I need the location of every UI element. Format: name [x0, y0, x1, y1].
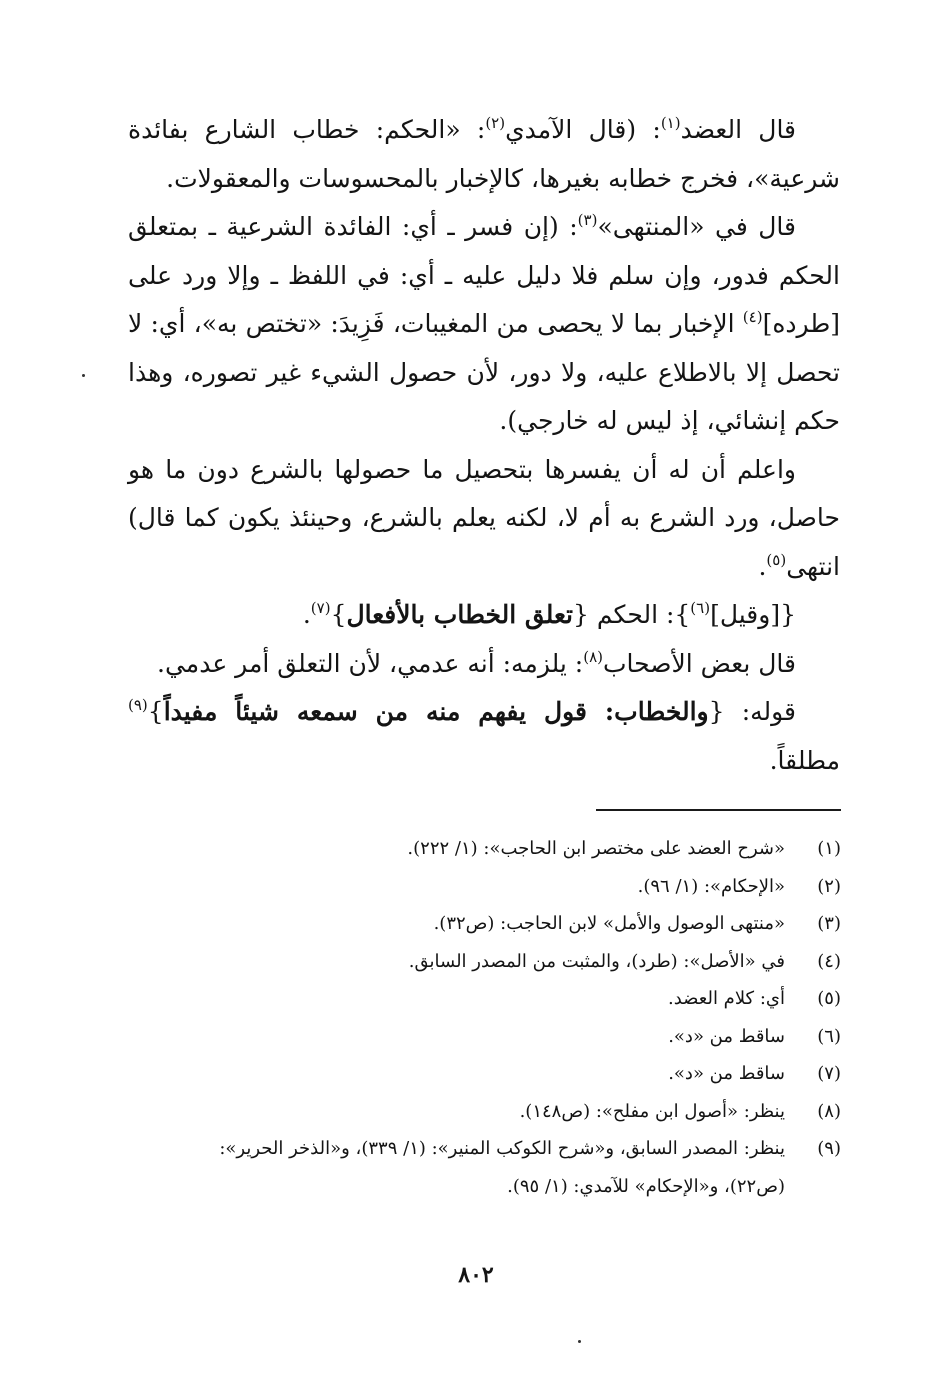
footnote-1	[126, 830, 841, 868]
text-run: .	[302, 600, 311, 629]
footnote-6	[126, 1018, 841, 1056]
footnote-text-line: ينظر: المصدر السابق، و«شرح الكوكب المنير»: (١/ ٣٣٩)، و«الذخر الحرير»:	[219, 1138, 785, 1159]
footnote-separator	[596, 809, 841, 811]
text-run: .	[758, 551, 767, 581]
footnote-ref-1: (١)	[660, 114, 681, 132]
footnote-number: (٤)	[817, 950, 841, 972]
footnote-text: في «الأصل»: (طرد)، والمثبت من المصدر السابق.	[408, 950, 785, 972]
text-run: قوله: {	[708, 697, 796, 726]
text-run: }	[147, 697, 164, 726]
footnote-3	[126, 905, 841, 943]
paragraph-3	[128, 446, 840, 592]
footnote-text: ساقط من «د».	[668, 1025, 785, 1047]
text-run: شرعية»، فخرج خطابه بغيرها، كالإخبار بالمحسوسات والمعقولات.	[166, 163, 840, 193]
text-run: : (إن فسر ـ أي: الفائدة الشرعية ـ بمتعلق الحكم فدور، وإن سلم فلا دليل عليه ـ أي: في اللفظ ـ وإلا ورد على [طرده]	[128, 212, 840, 338]
footnote-text: «شرح العضد على مختصر ابن الحاجب»: (١/ ٢٢٢).	[407, 838, 785, 859]
text-run: واعلم أن له أن يفسرها بتحصيل ما حصولها بالشرع دون ما هو حاصل، ورد الشرع به أم لا، لكنه يعلم بالشرع، وحينئذ يكون كما قال) انتهى	[128, 454, 840, 581]
footnote-number: (٢)	[817, 875, 841, 897]
text-run: قال بعض الأصحاب	[603, 648, 796, 678]
footnote-8	[126, 1093, 841, 1131]
bold-run: تعلق الخطاب بالأفعال	[346, 600, 574, 629]
text-run: : يلزمه: أنه عدمي، لأن التعلق أمر عدمي.	[157, 648, 584, 678]
footnote-text: «الإحكام»: (١/ ٩٦).	[637, 875, 785, 897]
page-number: ٨٠٢	[458, 1262, 494, 1288]
footnote-number: (٩)	[817, 1138, 841, 1159]
footnote-text	[126, 1130, 785, 1205]
footnote-4	[126, 943, 841, 981]
footnote-text: ساقط من «د».	[668, 1063, 785, 1084]
footnote-text: «منتهى الوصول والأمل» لابن الحاجب: (ص٣٢).	[433, 913, 785, 934]
footnote-number: (١)	[817, 838, 841, 859]
paragraph-4	[128, 591, 840, 640]
paragraph-5	[128, 640, 840, 689]
footnote-5	[126, 980, 841, 1018]
footnote-2	[126, 868, 841, 906]
footnote-ref-9: (٩)	[128, 696, 148, 714]
footnote-text: أي: كلام العضد.	[668, 988, 785, 1009]
footnote-text-line: (ص٢٢)، و«الإحكام» للآمدي: (١/ ٩٥).	[507, 1175, 785, 1197]
text-run: قال العضد	[680, 115, 797, 144]
footnote-ref-5: (٥)	[766, 550, 787, 569]
bold-run: والخطاب: قول يفهم منه من سمعه شيئاً مفيداً	[163, 697, 709, 726]
footnote-text: ينظر: «أصول ابن مفلح»: (ص١٤٨).	[519, 1100, 785, 1122]
footnote-7	[126, 1055, 841, 1093]
footnote-ref-6: (٦)	[690, 599, 711, 617]
footnote-number: (٨)	[817, 1100, 841, 1122]
text-run: }: الحكم {	[573, 600, 691, 629]
footnote-number: (٣)	[817, 913, 841, 934]
text-run: {[وقيل]	[710, 600, 796, 629]
footnote-number: (٥)	[817, 988, 841, 1009]
footnote-number: (٧)	[817, 1063, 841, 1084]
main-text	[128, 106, 840, 785]
scan-speck	[82, 374, 85, 377]
footnote-ref-2: (٢)	[485, 114, 506, 132]
footnote-ref-3: (٣)	[577, 211, 598, 229]
text-run: قال في «المنتهى»	[597, 212, 796, 241]
footnote-9	[126, 1130, 841, 1205]
footnote-number: (٦)	[817, 1025, 841, 1047]
text-run: : «الحكم: خطاب الشارع بفائدة	[128, 115, 486, 144]
paragraph-2	[128, 203, 840, 446]
footnote-ref-7: (٧)	[310, 599, 331, 617]
paragraph-6	[128, 688, 840, 785]
footnotes	[126, 830, 841, 1205]
text-run: }	[330, 600, 347, 629]
scan-speck	[578, 1340, 581, 1343]
text-run: : (قال الآمدي	[505, 115, 661, 144]
text-run: الإخبار بما لا يحصى من المغيبات، فَزِيدَ: «تختص به»، أي: لا تحصل إلا بالاطلاع عليه، ولا دور، لأن حصول الشيء غير تصوره، وهذا حكم إنشائي، إذ ليس له خارجي).	[128, 309, 840, 435]
footnote-ref-8: (٨)	[583, 647, 603, 666]
footnote-ref-4: (٤)	[742, 308, 763, 326]
paragraph-1	[128, 106, 840, 203]
text-run: مطلقاً.	[769, 745, 840, 775]
